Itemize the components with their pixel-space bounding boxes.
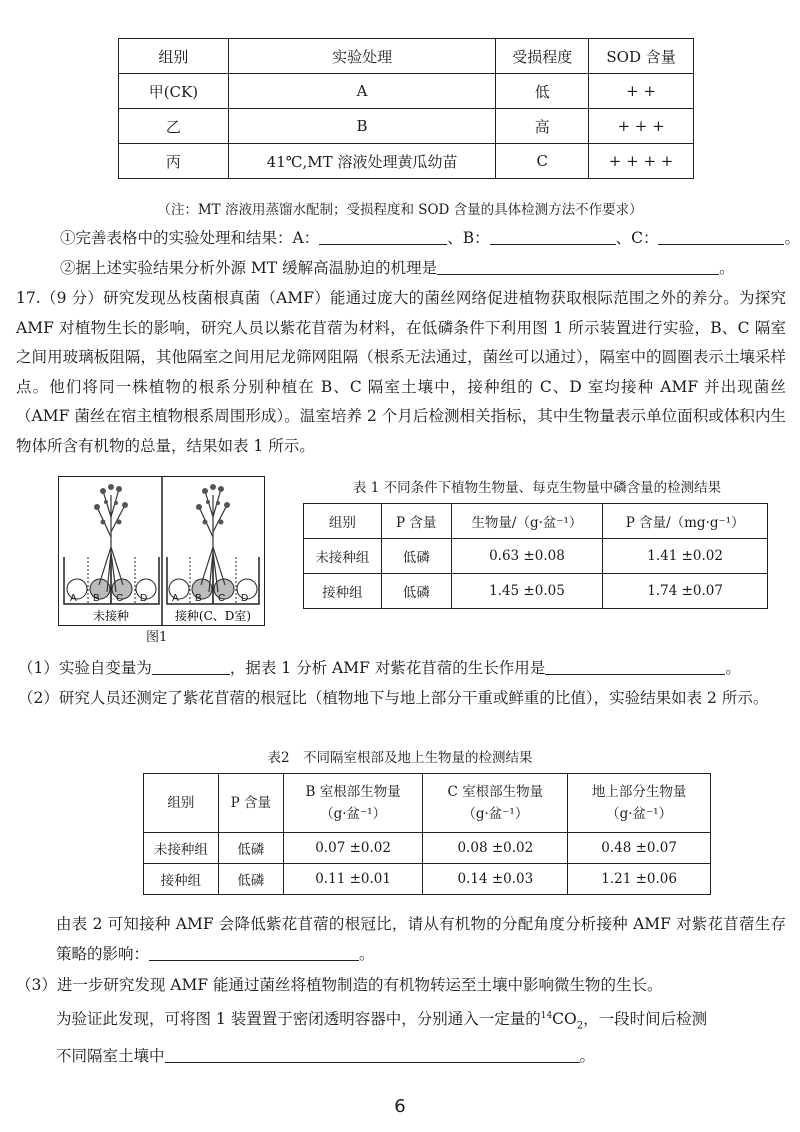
question-line [16,1041,786,1072]
question-text: ①完善表格中的实验处理和结果：A： [60,229,320,247]
table-cell: 低 [496,74,589,109]
table-row [119,144,694,179]
header-title: C 室根部生物量 [447,784,544,800]
question-end: 。 [579,1047,596,1066]
co2-formula: CO [552,1010,577,1029]
header-cell [423,774,568,833]
table-cell: 0.07 ±0.02 [283,833,423,864]
chamber-label-c: C [218,593,226,604]
question-mechanism [60,256,735,280]
table-cell: A [228,74,496,109]
table-cell: 低磷 [381,574,451,609]
table-cell: 低磷 [381,539,451,574]
chamber-label-b: B [195,593,202,604]
chamber-label-b: B [93,593,100,604]
table-header-row [144,774,711,833]
sub-question-3 [16,970,786,1072]
table-cell: C [496,144,589,179]
table-cell: 低磷 [218,864,283,895]
answer-blank-mechanism[interactable] [437,258,719,275]
inoculated-setup [167,484,259,604]
sub-question-1 [18,656,741,680]
table-cell: 0.63 ±0.08 [451,539,603,574]
answer-blank-strategy[interactable] [149,944,359,961]
question-end: 。 [784,229,800,247]
table-cell: 0.14 ±0.03 [423,864,568,895]
table-1 [303,503,768,609]
uninoculated-label: 未接种 [92,609,130,623]
question-fill-abc [60,226,800,250]
table-cell: 41℃,MT 溶液处理黄瓜幼苗 [228,144,496,179]
table-note: （注：MT 溶液用蒸馏水配制；受损程度和 SOD 含量的具体检测方法不作要求） [157,202,643,218]
chamber-label-d: D [241,593,249,604]
question-17-stem: 17.（9 分）研究发现丛枝菌根真菌（AMF）能通过庞大的菌丝网络促进植物获取根际范围之外的养分。为探究 AMF 对植物生长的影响，研究人员以紫花苜蓿为材料，在低磷条件下利用图 1 所示装置进行实验，B、C 隔室之间用玻璃板阻隔，其他隔室之间用尼龙筛网阻隔（根系无法通过，菌丝可以通过），隔室中的圆圈表示土壤采样点。他们将同一株植物的根系分别种植在 B、C 隔室土壤中，接种组的 C、D 室均接种 AMF 并出现菌丝（AMF 菌丝在宿主植物根系周围形成）。温室培养 2 个月后检测相关指标，其中生物量表示单位面积或体积内生物体所含有机物的总量，结果如表 1 所示。 [16,289,786,455]
table-row [304,574,768,609]
table-header-row [119,39,694,74]
table-row [144,864,711,895]
experiment-apparatus-diagram [59,477,264,625]
isotope-superscript: 14 [540,1011,553,1021]
chamber-label-a: A [172,593,179,604]
question-text: （3）进一步研究发现 AMF 能通过菌丝将植物制造的有机物转运至土壤中影响微生物的生长。 [16,976,663,994]
table-cell: 1.21 ±0.06 [568,864,711,895]
treatment-table [118,38,694,179]
question-text: 由表 2 可知接种 AMF 会降低紫花苜蓿的根冠比，请从有机物的分配角度分析接种 AMF 对紫花苜蓿生存策略的影响： [56,915,786,963]
table-cell: 低磷 [218,833,283,864]
table-cell: B [228,109,496,144]
table-cell: 接种组 [144,864,219,895]
answer-blank-a[interactable] [319,228,447,245]
header-cell: 组别 [144,774,219,833]
header-cell: SOD 含量 [589,39,694,74]
page-number: 6 [394,1096,406,1117]
table-cell: 0.48 ±0.07 [568,833,711,864]
table-row [304,539,768,574]
table-header-row [304,504,768,539]
table-cell: + + + + [589,144,694,179]
chamber-label-c: C [116,593,124,604]
header-cell: 组别 [119,39,229,74]
header-cell: 受损程度 [496,39,589,74]
table-row [144,833,711,864]
table-cell: 丙 [119,144,229,179]
table-1-caption: 表 1 不同条件下植物生物量、每克生物量中磷含量的检测结果 [352,480,722,496]
header-cell: 组别 [304,504,382,539]
header-unit: （g·盆⁻¹） [320,806,387,822]
sub-question-2 [16,684,788,714]
question-text: 为验证此发现，可将图 1 装置置于密闭透明容器中，分别通入一定量的 [56,1010,541,1029]
header-unit: （g·盆⁻¹） [606,806,673,822]
table-cell: 乙 [119,109,229,144]
question-text: 、C： [615,229,659,247]
table-row [119,74,694,109]
answer-blank-effect[interactable] [545,658,725,675]
table-cell: + + + [589,109,694,144]
figure-caption: 图1 [146,630,168,645]
header-cell [568,774,711,833]
co2-subscript: 2 [576,1020,584,1032]
table-cell: + + [589,74,694,109]
question-text: 不同隔室土壤中 [56,1047,165,1066]
question-text: （2）研究人员还测定了紫花苜蓿的根冠比（植物地下与地上部分干重或鲜重的比值），实验结果如表 2 所示。 [18,689,769,707]
figure-1 [58,476,265,626]
table-cell: 0.11 ±0.01 [283,864,423,895]
question-end: 。 [719,259,735,277]
header-title: 地上部分生物量 [591,784,687,800]
header-unit: （g·盆⁻¹） [462,806,529,822]
chamber-label-d: D [140,593,148,604]
header-cell: P 含量/（mg·g⁻¹） [603,504,768,539]
header-cell: 实验处理 [228,39,496,74]
question-text: ，据表 1 分析 AMF 对紫花苜蓿的生长作用是 [229,659,546,677]
table-cell: 未接种组 [304,539,382,574]
table-cell: 甲(CK) [119,74,229,109]
answer-blank-c[interactable] [658,228,784,245]
header-cell: P 含量 [381,504,451,539]
question-text: （1）实验自变量为 [18,659,152,677]
table-2 [143,773,711,895]
uninoculated-setup [64,484,159,604]
question-end: 。 [359,944,375,963]
inoculated-label: 接种(C、D室) [174,609,252,623]
header-title: B 室根部生物量 [305,784,401,800]
answer-blank-b[interactable] [490,228,616,245]
table-cell: 1.74 ±0.07 [603,574,768,609]
question-end: 。 [725,659,741,677]
header-cell: 生物量/（g·盆⁻¹） [451,504,603,539]
header-cell [283,774,423,833]
question-text: ②据上述实验结果分析外源 MT 缓解高温胁迫的机理是 [60,259,438,277]
answer-blank-detection[interactable] [165,1046,580,1063]
question-line [16,1001,786,1041]
table-cell: 1.41 ±0.02 [603,539,768,574]
table-2-caption: 表2 不同隔室根部及地上生物量的检测结果 [267,750,533,766]
table-cell: 未接种组 [144,833,219,864]
question-text: ，一段时间后检测 [583,1010,708,1029]
table-cell: 0.08 ±0.02 [423,833,568,864]
answer-blank-variable[interactable] [152,658,230,675]
table-row [119,109,694,144]
table-cell: 接种组 [304,574,382,609]
table-cell: 1.45 ±0.05 [451,574,603,609]
sub-question-2-analysis [56,910,786,969]
table-cell: 高 [496,109,589,144]
question-text: 、B： [447,229,490,247]
chamber-label-a: A [70,593,77,604]
header-cell: P 含量 [218,774,283,833]
